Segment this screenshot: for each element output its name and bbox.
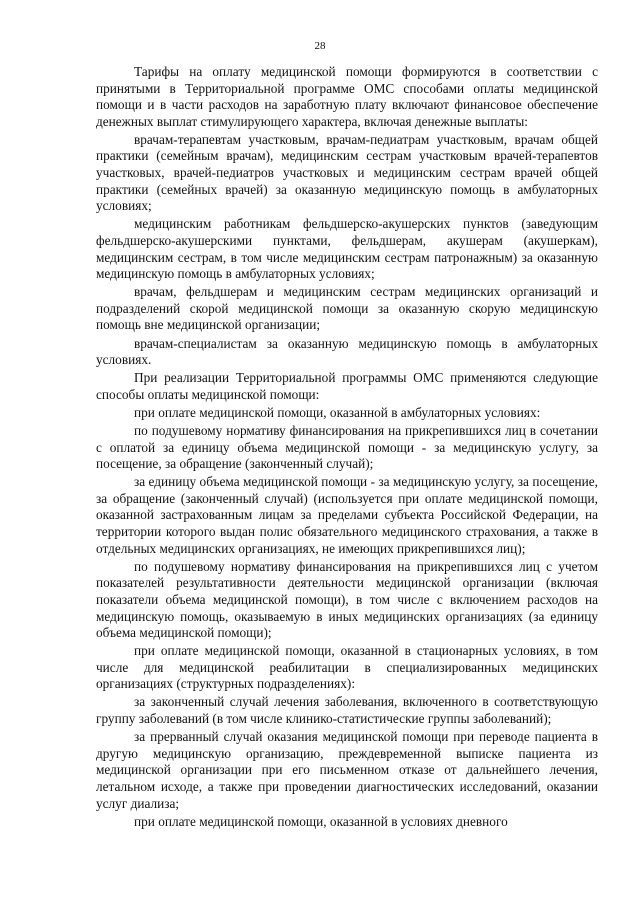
paragraph: за единицу объема медицинской помощи - за медицинскую услугу, за посещение, за обращение (законченный случай) (используется при оплате медицинской помощи, оказанной застрахованным лицам за пределами субъекта Российской Федерации, на территории которого выдан полис обязательного медицинского страхования, а также в отдельных медицинских организациях, не имеющих прикрепившихся лиц); — [96, 474, 598, 556]
paragraph: при оплате медицинской помощи, оказанной в условиях дневного — [134, 813, 508, 829]
paragraph: При реализации Территориальной программы ОМС применяются следующие способы оплаты медицинской помощи: — [96, 370, 598, 402]
paragraph: при оплате медицинской помощи, оказанной в амбулаторных условиях: — [134, 404, 541, 420]
paragraph: за прерванный случай оказания медицинской помощи при переводе пациента в другую медицинскую организацию, преждевременной выписке пациента из медицинской организации при его письменном отказе от дальнейшего лечения, летальном исходе, а также при проведении диагностических исследований, оказании услуг диализа; — [96, 729, 598, 811]
paragraph: врачам-специалистам за оказанную медицинскую помощь в амбулаторных условиях. — [96, 335, 598, 368]
paragraph: врачам, фельдшерам и медицинским сестрам медицинских организаций и подразделений скорой медицинской помощи за оказанную скорую медицинскую помощь вне медицинской организации; — [96, 284, 598, 333]
paragraph: при оплате медицинской помощи, оказанной в стационарных условиях, в том числе для медицинской реабилитации в специализированных медицинских организациях (структурных подразделениях): — [96, 643, 598, 692]
paragraph: за законченный случай лечения заболевания, включенного в соответствующую группу заболеваний (в том числе клинико-статистические группы заболеваний); — [96, 694, 598, 727]
document-body — [96, 64, 598, 832]
paragraph: по подушевому нормативу финансирования на прикрепившихся лиц в сочетании с оплатой за единицу объема медицинской помощи - за медицинскую услугу, за посещение, за обращение (законченный случай); — [96, 422, 598, 472]
paragraph: по подушевому нормативу финансирования на прикрепившихся лиц с учетом показателей результативности деятельности медицинской организации (включая показатели объема медицинской помощи), в том числе с включением расходов на медицинскую помощь, оказываемую в иных медицинских организациях (за единицу объема медицинской помощи); — [96, 558, 598, 641]
paragraph: Тарифы на оплату медицинской помощи формируются в соответствии с принятыми в Территориальной программе ОМС способами оплаты медицинской помощи и в части расходов на заработную плату включают финансовое обеспечение денежных выплат стимулирующего характера, включая денежные выплаты: — [96, 64, 598, 129]
paragraph: медицинским работникам фельдшерско-акушерских пунктов (заведующим фельдшерско-акушерскими пунктами, фельдшерам, акушерам (акушеркам), медицинским сестрам, в том числе медицинским сестрам патронажным) за оказанную медицинскую помощь в амбулаторных условиях; — [96, 216, 598, 282]
paragraph: врачам-терапевтам участковым, врачам-педиатрам участковым, врачам общей практики (семейным врачам), медицинским сестрам участковым врачей-терапевтов участковых, врачей-педиатров участковых и медицинским сестрам врачей общей практики (семейных врачей) за оказанную медицинскую помощь в амбулаторных условиях; — [96, 131, 598, 214]
page-number: 28 — [314, 40, 326, 52]
